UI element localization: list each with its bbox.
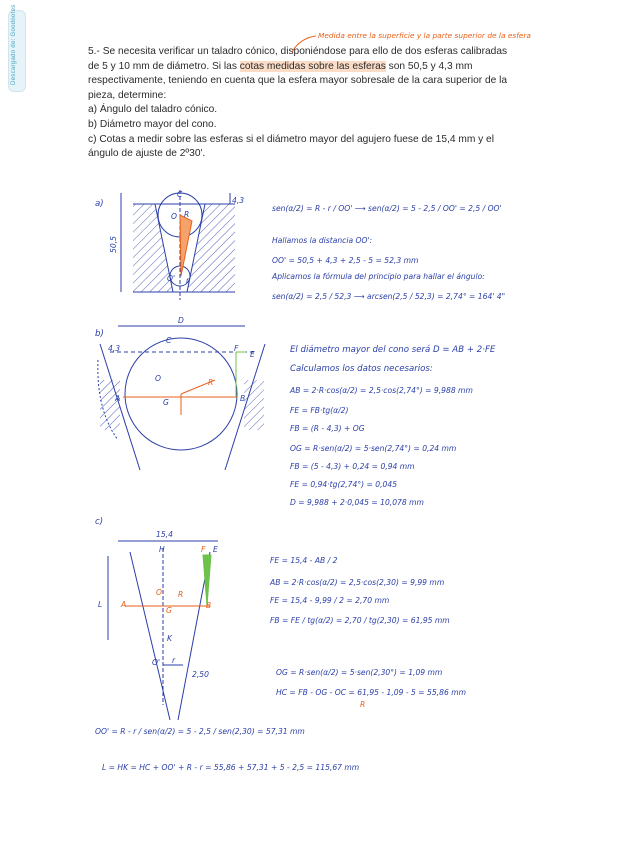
part-c-l3: FE = 15,4 - 9,99 / 2 = 2,70 mm bbox=[270, 596, 390, 605]
figure-a bbox=[121, 190, 235, 300]
fig-c-f: F bbox=[201, 545, 206, 554]
part-b-l4: FE = FB·tg(α/2) bbox=[290, 406, 349, 415]
problem-text: 5.- Se necesita verificar un taladro cónico bbox=[88, 46, 275, 57]
fig-b-g: G bbox=[163, 398, 169, 407]
part-b-l8: FE = 0,94·tg(2,74°) = 0,045 bbox=[290, 480, 398, 489]
fig-c-h: H bbox=[159, 545, 165, 554]
problem-item-c: c) Cotas a medir sobre las esferas si el diámetro mayor del agujero fuese de 15,4 mm y el bbox=[88, 133, 494, 145]
fig-c-250: 2,50 bbox=[192, 670, 209, 679]
fig-b-d: D bbox=[178, 316, 184, 325]
problem-line: respectivamente, teniendo en cuenta que la esfera mayor sobresale de la cara superior de la bbox=[88, 75, 508, 87]
part-b-l3: AB = 2·R·cos(α/2) = 2,5·cos(2,74°) = 9,988 mm bbox=[290, 386, 473, 395]
part-a-eq1: sen(α/2) = R - r / OO' ⟶ sen(α/2) = 5 - 2,5 / OO' = 2,5 / OO' bbox=[272, 204, 502, 213]
fig-a-r: R bbox=[184, 210, 190, 219]
fig-b-a: A bbox=[115, 394, 121, 403]
fig-a-dim-top: 4,3 bbox=[232, 196, 245, 205]
fig-c-o: O bbox=[156, 588, 162, 597]
fig-b-o: O bbox=[155, 374, 161, 383]
annotation-note: Medida entre la superficie y la parte superior de la esfera bbox=[318, 31, 531, 40]
problem-item-c: ángulo de ajuste de 2º30'. bbox=[88, 148, 206, 160]
fig-c-o2: O' bbox=[152, 658, 161, 667]
part-b-l7: FB = (5 - 4,3) + 0,24 = 0,94 mm bbox=[290, 462, 415, 471]
fig-b-c: C bbox=[166, 336, 172, 345]
part-c-l6-note: R bbox=[360, 700, 366, 709]
fig-c-b: B bbox=[206, 601, 212, 610]
figure-c bbox=[108, 541, 218, 720]
part-b-l1: El diámetro mayor del cono será D = AB + 2·FE bbox=[290, 345, 496, 355]
fig-c-dim: 15,4 bbox=[156, 530, 173, 539]
fig-b-r: R bbox=[208, 378, 214, 387]
part-c-l2: AB = 2·R·cos(α/2) = 2,5·cos(2,30) = 9,99 mm bbox=[270, 578, 445, 587]
part-a-eq5: sen(α/2) = 2,5 / 52,3 ⟶ arcsen(2,5 / 52,3) = 2,74° = 164' 4" bbox=[272, 292, 506, 301]
fig-b-dim: 4,3 bbox=[108, 344, 121, 353]
annotation-arrow bbox=[292, 36, 316, 52]
problem-item-b: b) Diámetro mayor del cono. bbox=[88, 118, 217, 130]
part-c-label: c) bbox=[95, 517, 104, 527]
part-b-label: b) bbox=[95, 329, 104, 339]
fig-a-dim-side: 50,5 bbox=[108, 236, 118, 253]
fig-b-f: F bbox=[234, 344, 239, 353]
fig-b-e: E bbox=[250, 350, 255, 359]
cone-left bbox=[130, 552, 170, 720]
part-c-l4: FB = FE / tg(α/2) = 2,70 / tg(2,30) = 61,95 mm bbox=[270, 616, 450, 625]
problem-line: pieza, determine: bbox=[88, 89, 167, 101]
fig-a-o: O bbox=[171, 212, 177, 221]
part-c-l7: OO' = R - r / sen(α/2) = 5 - 2,5 / sen(2,30) = 57,31 mm bbox=[95, 727, 305, 736]
hatch-block-left bbox=[100, 380, 120, 430]
fig-a-c: C bbox=[177, 190, 183, 199]
fig-b-b: B bbox=[240, 394, 246, 403]
part-c-l5: OG = R·sen(α/2) = 5·sen(2,30°) = 1,09 mm bbox=[276, 668, 443, 677]
fig-c-l: L bbox=[98, 600, 103, 609]
part-b-l2: Calculamos los datos necesarios: bbox=[290, 364, 433, 374]
part-c-l8: L = HK = HC + OO' + R - r = 55,86 + 57,31 + 5 - 2,5 = 115,67 mm bbox=[102, 763, 360, 772]
part-a-eq3: OO' = 50,5 + 4,3 + 2,5 - 5 = 52,3 mm bbox=[272, 256, 419, 265]
fig-c-e: E bbox=[213, 545, 218, 554]
part-b-l5: FB = (R - 4,3) + OG bbox=[290, 424, 365, 433]
part-a-eq2: Hallamos la distancia OO': bbox=[272, 236, 373, 245]
fig-c-r2: r bbox=[172, 656, 176, 665]
highlighted-text: cotas medidas sobre las esferas bbox=[239, 60, 386, 72]
fig-c-a: A bbox=[121, 600, 127, 609]
fig-a-o2: O' bbox=[167, 274, 176, 283]
problem-item-a: a) Ángulo del taladro cónico. bbox=[88, 104, 218, 116]
fig-c-r: R bbox=[178, 590, 184, 599]
part-b-l9: D = 9,988 + 2·0,045 = 10,078 mm bbox=[290, 498, 424, 507]
fig-c-k: K bbox=[167, 634, 172, 643]
problem-text: de 5 y 10 mm de diámetro. Si las bbox=[88, 60, 240, 72]
fig-c-g: G bbox=[166, 606, 172, 615]
problem-text: , disponiéndose para ello de dos esferas calibradas bbox=[274, 46, 508, 57]
fig-a-r2: r bbox=[186, 276, 190, 285]
hatch-block-right bbox=[244, 380, 264, 430]
part-c-l1: FE = 15,4 - AB / 2 bbox=[270, 556, 338, 565]
part-b-l6: OG = R·sen(α/2) = 5·sen(2,74°) = 0,24 mm bbox=[290, 444, 457, 453]
part-c-l6: HC = FB - OG - OC = 61,95 - 1,09 - 5 = 55,86 mm bbox=[276, 688, 466, 697]
part-a-label: a) bbox=[95, 199, 104, 209]
problem-text: son 50,5 y 4,3 mm bbox=[385, 60, 473, 72]
watermark-text: Descargado de: Goodnotes bbox=[11, 4, 17, 85]
part-a-eq4: Aplicamos la fórmula del principio para hallar el ángulo: bbox=[272, 272, 485, 281]
